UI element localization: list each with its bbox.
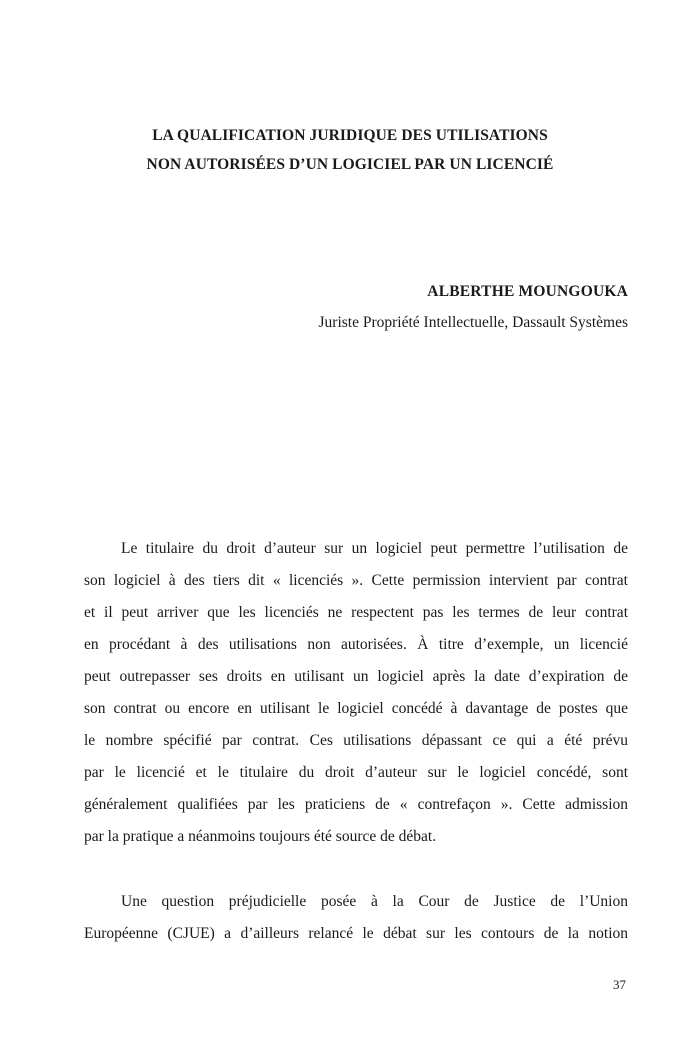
paragraph-spacer bbox=[84, 853, 628, 886]
author-block bbox=[128, 282, 628, 333]
text-line: Européenne (CJUE) a d’ailleurs relancé le débat sur les contours de la notion bbox=[84, 925, 628, 942]
text-line: en procédant à des utilisations non autorisées. À titre d’exemple, un licencié bbox=[84, 636, 628, 653]
chapter-title-line-1: LA QUALIFICATION JURIDIQUE DES UTILISATIONS bbox=[152, 127, 548, 144]
text-line: généralement qualifiées par les praticiens de « contrefaçon ». Cette admission bbox=[84, 796, 628, 813]
author-name: ALBERTHE MOUNGOUKA bbox=[427, 283, 628, 300]
body-text bbox=[84, 533, 628, 950]
text-line: Le titulaire du droit d’auteur sur un logiciel peut permettre l’utilisation de bbox=[121, 540, 628, 557]
text-line: par le licencié et le titulaire du droit d’auteur sur le logiciel concédé, sont bbox=[84, 764, 628, 781]
author-affiliation: Juriste Propriété Intellectuelle, Dassault Systèmes bbox=[318, 314, 628, 331]
text-line: son logiciel à des tiers dit « licenciés ». Cette permission intervient par contrat bbox=[84, 572, 628, 589]
text-line: et il peut arriver que les licenciés ne respectent pas les termes de leur contrat bbox=[84, 604, 628, 621]
text-line: le nombre spécifié par contrat. Ces utilisations dépassant ce qui a été prévu bbox=[84, 732, 628, 749]
paragraph-2 bbox=[84, 886, 628, 950]
text-line: peut outrepasser ses droits en utilisant un logiciel après la date d’expiration de bbox=[84, 668, 628, 685]
text-line: par la pratique a néanmoins toujours été source de débat. bbox=[84, 828, 437, 845]
chapter-title-line-2: NON AUTORISÉES D’UN LOGICIEL PAR UN LICENCIÉ bbox=[146, 156, 554, 173]
text-line: son contrat ou encore en utilisant le logiciel concédé à davantage de postes que bbox=[84, 700, 628, 717]
chapter-title bbox=[0, 121, 700, 179]
text-line: Une question préjudicielle posée à la Cour de Justice de l’Union bbox=[121, 893, 628, 910]
page-number: 37 bbox=[613, 977, 626, 992]
paragraph-1 bbox=[84, 533, 628, 853]
